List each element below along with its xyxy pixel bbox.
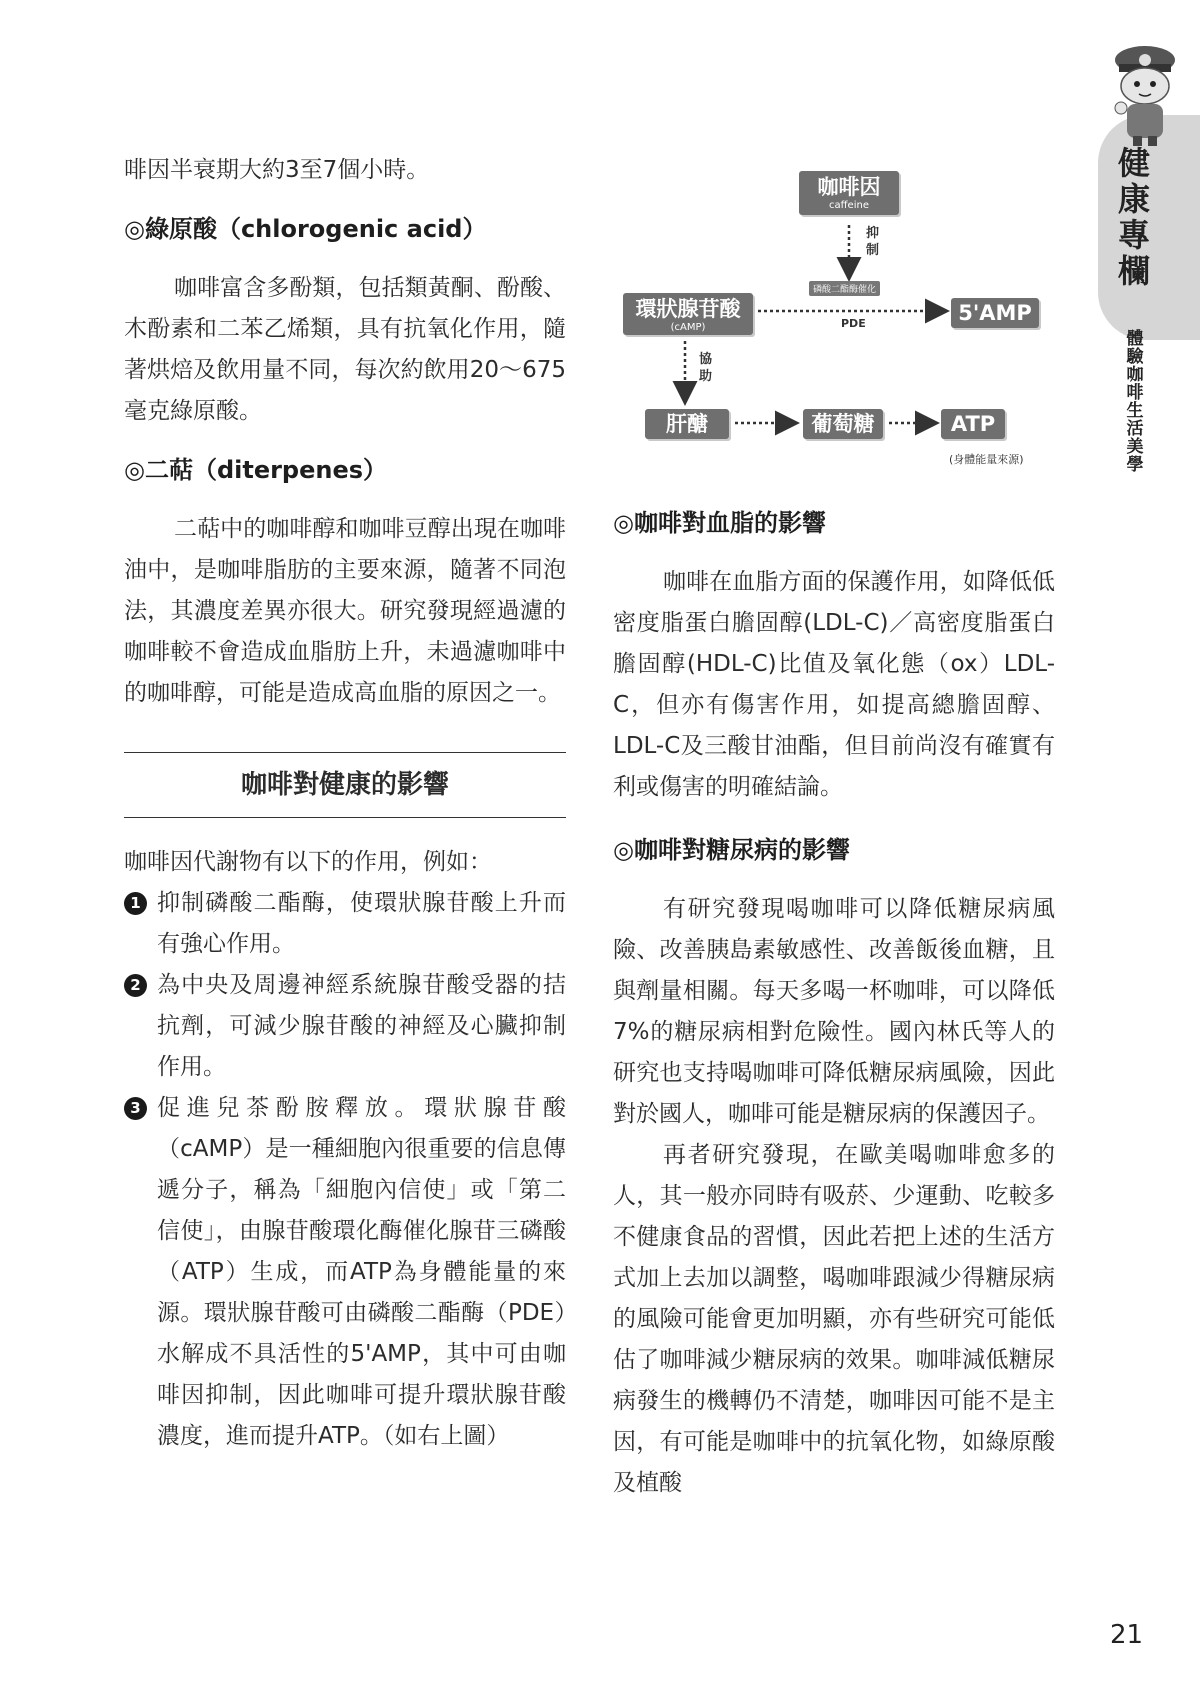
atp-box <box>941 409 1005 439</box>
number-badge: 3 <box>124 1097 147 1120</box>
caffeine-box <box>799 171 899 215</box>
atp-label: ATP <box>950 412 996 436</box>
enzyme-label: 磷酸二酯酶催化 <box>809 281 880 296</box>
mascot-illustration <box>1105 40 1185 148</box>
camp-box <box>623 293 753 335</box>
glucose-box <box>803 409 883 439</box>
effects-list <box>124 883 566 1457</box>
diterpenes-paragraph: 二萜中的咖啡醇和咖啡豆醇出現在咖啡油中，是咖啡脂肪的主要來源，隨著不同泡法，其濃度差異亦很大。研究發現經過濾的咖啡較不會造成血脂肪上升，未過濾咖啡中的咖啡醇，可能是造成高血脂的原因之一。 <box>124 516 566 706</box>
list-item <box>124 883 566 965</box>
diterpenes-heading: ◎二萜（diterpenes） <box>124 456 388 484</box>
intro-paragraph: 啡因半衰期大約3至7個小時。 <box>124 157 430 183</box>
amp5-box <box>951 298 1039 328</box>
number-badge: 1 <box>124 892 147 915</box>
camp-diagram <box>613 165 1055 495</box>
metabolites-intro: 咖啡因代謝物有以下的作用，例如： <box>124 849 492 875</box>
inhibit-label: 抑制 <box>866 226 880 258</box>
caffeine-en-label: caffeine <box>829 200 869 211</box>
energy-note: (身體能量來源) <box>949 453 1024 466</box>
caffeine-label: 咖啡因 <box>817 175 881 199</box>
sidebar-subtitle: 體驗咖啡生活美學 <box>1126 329 1144 475</box>
pde-label: PDE <box>841 317 866 330</box>
diabetes-paragraph-2: 再者研究發現，在歐美喝咖啡愈多的人，其一般亦同時有吸菸、少運動、吃較多不健康食品的習慣，因此若把上述的生活方式加上去加以調整，喝咖啡跟減少得糖尿病的風險可能會更加明顯，亦有些研究可能低估了咖啡減少糖尿病的效果。咖啡減低糖尿病發生的機轉仍不清楚，咖啡因可能不是主因，有可能是咖啡中的抗氧化物，如綠原酸及植酸 <box>613 1142 1055 1496</box>
left-column <box>124 150 566 1457</box>
list-item-text: 促進兒茶酚胺釋放。環狀腺苷酸（cAMP）是一種細胞內很重要的信息傳遞分子，稱為「細胞內信使」或「第二信使」，由腺苷酸環化酶催化腺苷三磷酸（ATP）生成，而ATP為身體能量的來源。環狀腺苷酸可由磷酸二酯酶（PDE）水解成不具活性的5'AMP，其中可由咖啡因抑制，因此咖啡可提升環狀腺苷酸濃度，進而提升ATP。（如右上圖） <box>157 1095 566 1449</box>
camp-en-label: (cAMP) <box>670 322 706 333</box>
lipids-paragraph: 咖啡在血脂方面的保護作用，如降低低密度脂蛋白膽固醇(LDL-C)／高密度脂蛋白膽固醇(HDL-C)比值及氧化態（ox）LDL-C，但亦有傷害作用，如提高總膽固醇、LDL-C及三酸甘油酯，但目前尚沒有確實有利或傷害的明確結論。 <box>613 569 1055 800</box>
glycogen-box <box>645 409 729 439</box>
assist-label: 協助 <box>699 352 713 384</box>
list-item <box>124 965 566 1088</box>
amp5-label: 5'AMP <box>958 301 1032 325</box>
number-badge: 2 <box>124 974 147 997</box>
chlorogenic-paragraph: 咖啡富含多酚類，包括類黃酮、酚酸、木酚素和二苯乙烯類，具有抗氧化作用，隨著烘焙及飲用量不同，每次約飲用20～675毫克綠原酸。 <box>124 275 566 424</box>
lipids-heading: ◎咖啡對血脂的影響 <box>613 509 826 537</box>
glucose-label: 葡萄糖 <box>811 412 875 436</box>
list-item-text: 為中央及周邊神經系統腺苷酸受器的拮抗劑，可減少腺苷酸的神經及心臟抑制作用。 <box>157 972 566 1080</box>
chlorogenic-heading: ◎綠原酸（chlorogenic acid） <box>124 215 487 243</box>
diabetes-paragraph-1: 有研究發現喝咖啡可以降低糖尿病風險、改善胰島素敏感性、改善飯後血糖，且與劑量相關。每天多喝一杯咖啡，可以降低7%的糖尿病相對危險性。國內林氏等人的研究也支持喝咖啡可降低糖尿病風險，因此對於國人，咖啡可能是糖尿病的保護因子。 <box>613 896 1055 1127</box>
list-item <box>124 1088 566 1457</box>
glycogen-label: 肝醣 <box>666 412 708 436</box>
sidebar-title: 健康專欄 <box>1117 144 1150 290</box>
section-title: 咖啡對健康的影響 <box>124 752 566 818</box>
page-number: 21 <box>1110 1620 1144 1650</box>
camp-label: 環狀腺苷酸 <box>635 297 741 321</box>
diabetes-heading: ◎咖啡對糖尿病的影響 <box>613 836 850 864</box>
list-item-text: 抑制磷酸二酯酶，使環狀腺苷酸上升而有強心作用。 <box>157 890 566 957</box>
right-column <box>613 165 1055 1504</box>
